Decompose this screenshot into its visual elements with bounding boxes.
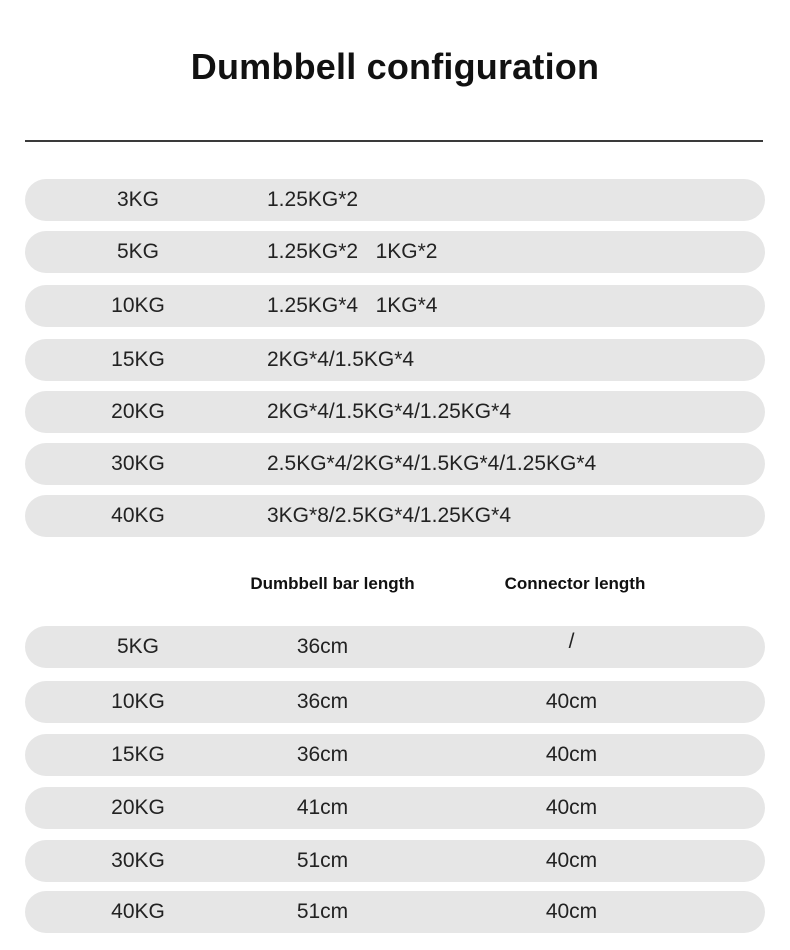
config-row [25,443,765,485]
title-divider [25,140,763,142]
connector-length-cell: 40cm [545,900,598,923]
config-row [25,285,765,327]
length-row [25,681,765,723]
length-row [25,626,765,668]
weight-cell: 30KG [111,849,165,872]
connector-length-cell: / [568,630,575,653]
weight-cell: 30KG [111,452,165,475]
bar-length-cell: 41cm [296,796,349,819]
length-row [25,734,765,776]
bar-length-cell: 51cm [296,849,349,872]
bar-length-cell: 51cm [296,900,349,923]
config-cell: 1.25KG*4 1KG*4 [267,294,438,317]
connector-length-cell: 40cm [545,796,598,819]
weight-cell: 20KG [111,796,165,819]
weight-cell: 20KG [111,400,165,423]
config-row [25,179,765,221]
connector-length-cell: 40cm [545,849,598,872]
config-cell: 1.25KG*2 [267,188,359,211]
config-row [25,339,765,381]
config-cell: 1.25KG*2 1KG*2 [267,240,438,263]
weight-cell: 40KG [111,504,165,527]
connector-length-header: Connector length [504,574,646,593]
connector-length-cell: 40cm [545,690,598,713]
bar-length-cell: 36cm [296,690,349,713]
weight-cell: 15KG [111,348,165,371]
length-row [25,840,765,882]
weight-cell: 10KG [111,690,165,713]
config-row [25,495,765,537]
bar-length-header: Dumbbell bar length [250,574,415,593]
weight-cell: 40KG [111,900,165,923]
weight-cell: 5KG [116,635,160,658]
config-cell: 2KG*4/1.5KG*4 [267,348,415,371]
config-cell: 3KG*8/2.5KG*4/1.25KG*4 [267,504,511,527]
length-row [25,891,765,933]
config-cell: 2.5KG*4/2KG*4/1.5KG*4/1.25KG*4 [267,452,597,475]
weight-cell: 3KG [116,188,160,211]
connector-length-cell: 40cm [545,743,598,766]
weight-cell: 15KG [111,743,165,766]
bar-length-cell: 36cm [296,743,349,766]
config-cell: 2KG*4/1.5KG*4/1.25KG*4 [267,400,511,423]
page-title: Dumbbell configuration [190,46,600,87]
weight-cell: 10KG [111,294,165,317]
config-row [25,391,765,433]
bar-length-cell: 36cm [296,635,349,658]
weight-cell: 5KG [116,240,160,263]
length-row [25,787,765,829]
config-row [25,231,765,273]
